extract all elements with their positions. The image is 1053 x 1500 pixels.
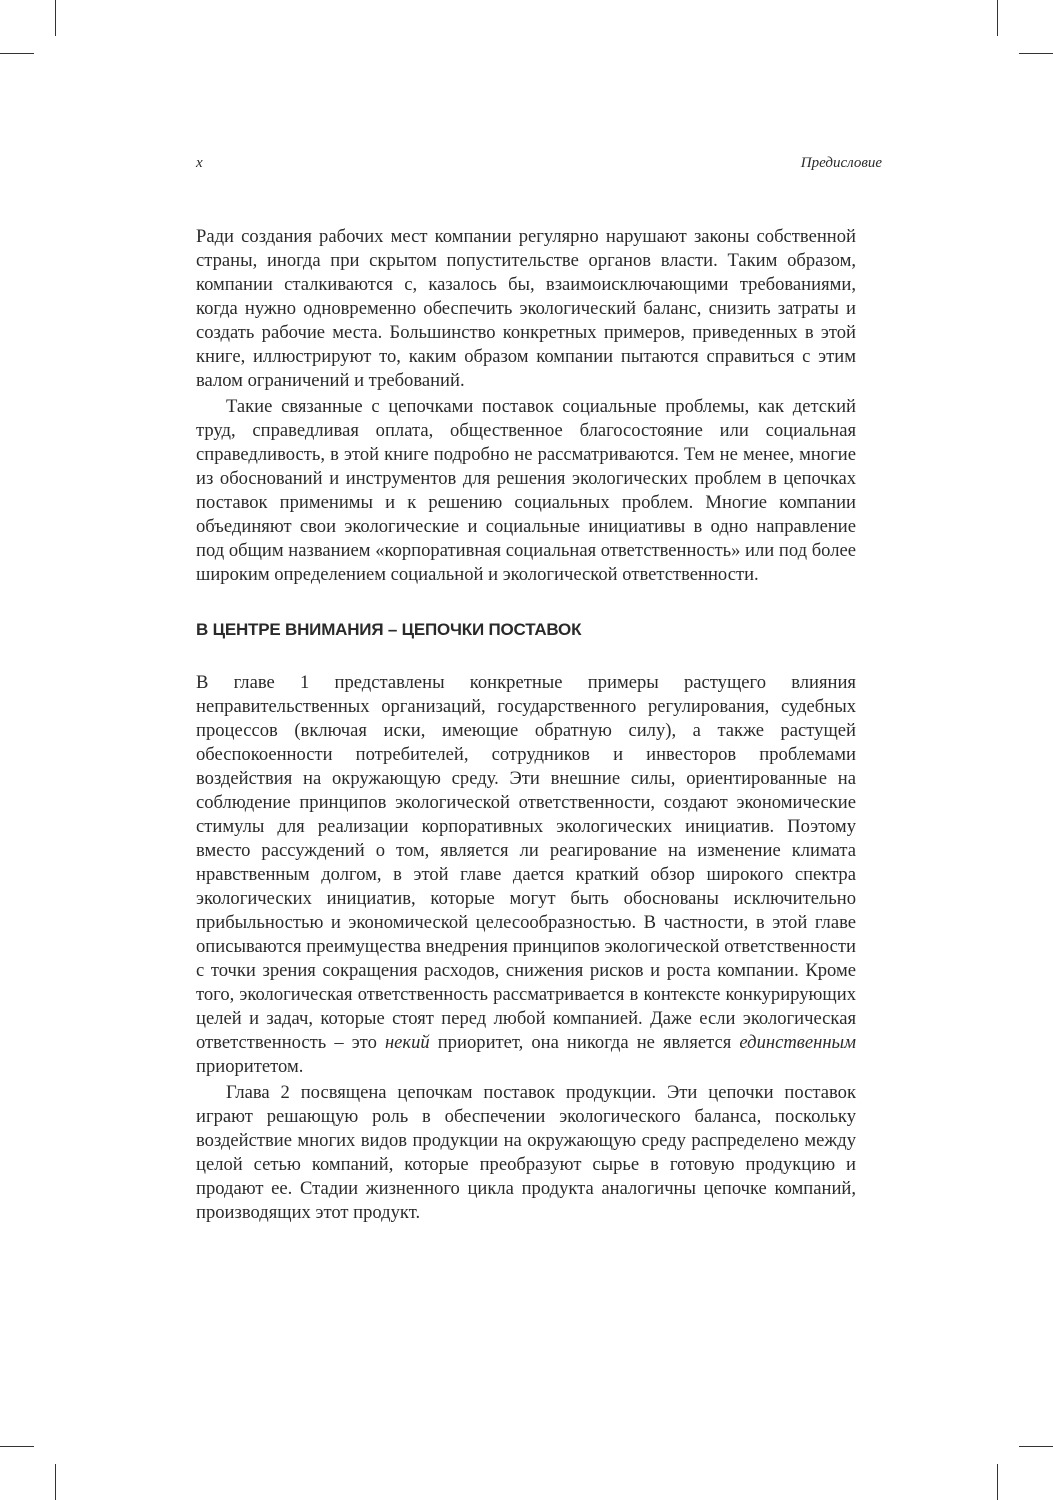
crop-mark-top-left-vertical	[55, 0, 56, 36]
page-number: x	[196, 155, 203, 171]
crop-mark-bottom-left-horizontal	[0, 1446, 34, 1447]
paragraph-3-emphasis-1: некий	[384, 1032, 430, 1053]
crop-mark-top-right-vertical	[997, 0, 998, 36]
paragraph-1: Ради создания рабочих мест компании регулярно нарушают законы собственной страны, иногда при скрытом попустительстве органов власти. Таким образом, компании сталкиваются с, казалось бы, взаимоисключающими требованиями, когда нужно одновременно обеспечить экологический баланс, снизить затраты и создать рабочие места. Большинство конкретных примеров, приведенных в этой книге, иллюстрируют то, каким образом компании пытаются справиться с этим валом ограничений и требований.	[196, 226, 856, 391]
paragraph-2: Такие связанные с цепочками поставок социальные проблемы, как детский труд, справедливая оплата, общественное благосостояние или социальная справедливость, в этой книге подробно не рассматриваются. Тем не менее, многие из обоснований и инструментов для решения экологических проблем в цепочках поставок применимы и к решению социальных проблем. Многие компании объединяют свои экологические и социальные инициативы в одно направление под общим названием «корпоративная социальная ответственность» или под более широким определением социальной и экологической ответственности.	[196, 396, 856, 585]
paragraph-4: Глава 2 посвящена цепочкам поставок продукции. Эти цепочки поставок играют решающую роль в обеспечении экологического баланса, поскольку воздействие многих видов продукции на окружающую среду распределено между целой сетью компаний, которые преобразуют сырье в готовую продукцию и продают ее. Стадии жизненного цикла продукта аналогичны цепочке компаний, производящих этот продукт.	[196, 1082, 856, 1223]
paragraph-3-main: В главе 1 представлены конкретные примеры растущего влияния неправительственных организаций, государственного регулирования, судебных процессов (включая иски, имеющие обратную силу), а также растущей обеспокоенности потребителей, сотрудников и инвесторов проблемами воздействия на окружающую среду. Эти внешние силы, ориентированные на соблюдение принципов экологической ответственности, создают экономические стимулы для реализации корпоративных экологических инициатив. Поэтому вместо рассуждений о том, является ли реагирование на изменение климата нравственным долгом, в этой главе дается краткий обзор широкого спектра экологических инициатив, которые могут быть обоснованы исключительно прибыльностью и экономической целесообразностью. В частности, в этой главе описываются преимущества внедрения принципов экологической ответственности с точки зрения сокращения расходов, снижения рисков и роста компании. Кроме того, экологическая ответственность рассматривается в контексте конкурирующих целей и задач, которые стоят перед любой компанией. Даже если экологическая ответственность – это	[196, 672, 856, 1053]
page-body	[196, 225, 856, 1225]
crop-mark-bottom-right-horizontal	[1019, 1446, 1053, 1447]
paragraph-3-middle: приоритет, она никогда не является	[429, 1032, 740, 1053]
running-head-section-title: Предисловие	[800, 155, 882, 171]
crop-mark-top-right-horizontal	[1019, 53, 1053, 54]
paragraph-3	[196, 671, 856, 1079]
crop-mark-top-left-horizontal	[0, 53, 34, 54]
paragraph-3-end: приоритетом.	[196, 1056, 304, 1077]
paragraph-3-emphasis-2: единственным	[739, 1032, 857, 1053]
crop-mark-bottom-left-vertical	[55, 1464, 56, 1500]
section-heading: В ЦЕНТРЕ ВНИМАНИЯ – ЦЕПОЧКИ ПОСТАВОК	[196, 620, 582, 639]
crop-mark-bottom-right-vertical	[997, 1464, 998, 1500]
